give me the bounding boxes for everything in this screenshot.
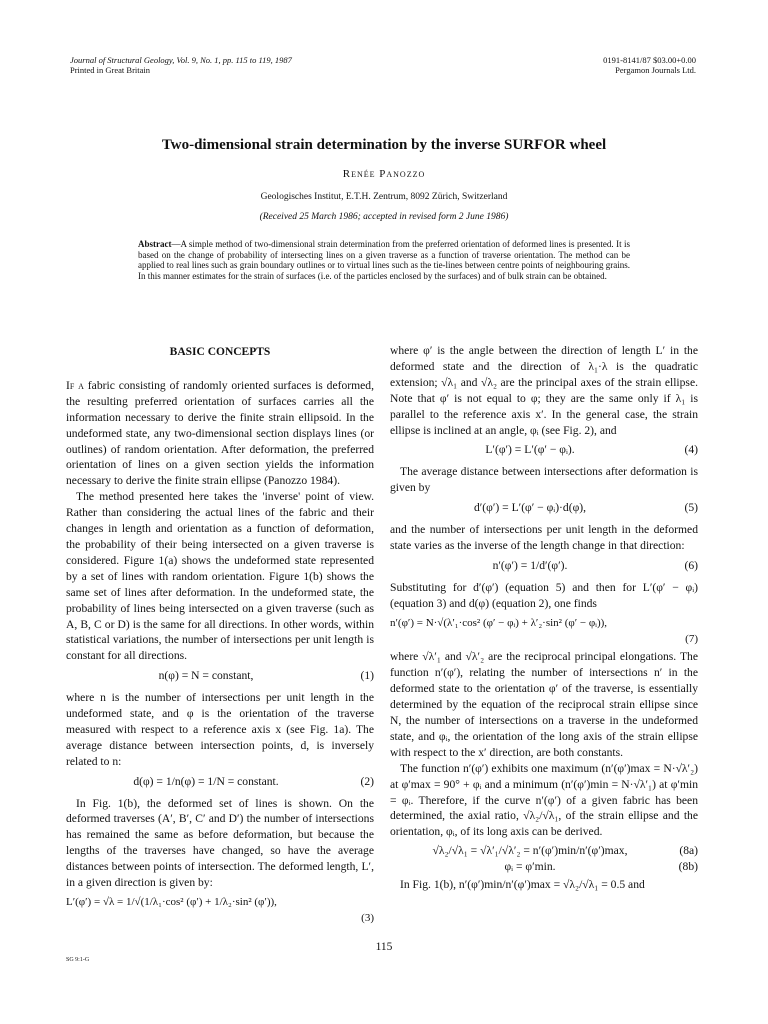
abstract (138, 239, 630, 281)
equation-8a-number: (8a) (679, 844, 698, 858)
paragraph-8: Substituting for d′(φ′) (equation 5) and then for L′(φ′ − φᵢ) (equation 3) and d(φ) (equation 2), one finds (390, 580, 698, 610)
equation-3-number: (3) (361, 911, 374, 924)
paragraph-11: In Fig. 1(b), n′(φ′)min/n′(φ′)max = √λ₂/√λ₁ = 0.5 and (400, 878, 645, 892)
paper-title: Two-dimensional strain determination by the inverse SURFOR wheel (161, 137, 607, 153)
equation-7-number: (7) (685, 632, 698, 645)
equation-1-math: n(φ) = N = constant, (158, 669, 254, 683)
equation-8a (390, 843, 698, 859)
equation-2-number: (2) (360, 774, 374, 788)
left-column (66, 345, 374, 929)
paragraph-1 (66, 378, 374, 489)
paragraph-7: and the number of intersections per unit length in the deformed state varies as the inverse of the length change in that direction: (390, 523, 698, 552)
paragraph-2: The method presented here takes the 'inverse' point of view. Rather than considering the actual lines of the fabric and their changes in length and orientation as a function of deformation, the probability of their being intersected on a given traverse is considered. Figure 1(a) shows the undeformed state represented by a set of lines with random orientation. Figure 1(b) shows the same set of lines after deformation. In the undeformed state, the probability of lines being intersected on a given traverse (such as A, B, C or D) is the same for all directions. In other words, within statistical variations, the number of intersections per unit length is constant for all directions. (66, 490, 374, 663)
author-name: Renée Panozzo (342, 168, 426, 180)
equation-3-math: L′(φ′) = √λ = 1/√(1/λ₁·cos² (φ′) + 1/λ₂·sin² (φ′)), (66, 896, 277, 908)
equation-7 (390, 616, 698, 648)
paragraph-1-text: fabric consisting of randomly oriented surfaces is deformed, the resulting preferred orientation of surfaces carries all the information necessary to derive the finite strain ellipsoid. In the undeformed state, any two-dimensional section displays lines (or outlines) of random orientation. After deformation, the preferred orientation of lines on a given section yields the information necessary to derive the finite strain ellipse (Panozzo 1984). (66, 378, 374, 488)
equation-5-number: (5) (684, 501, 698, 515)
equation-1 (66, 668, 374, 684)
equation-8b (390, 859, 698, 875)
paragraph-4: In Fig. 1(b), the deformed set of lines is shown. On the deformed traverses (A′, B′, C′ and D′) the number of intersections has remained the same as before deformation, but because the lengths of the traverses have changed, so have the average distances between points of intersection. The deformed length, L′, in a given direction is given by: (66, 796, 374, 890)
paragraph-9: where √λ′₁ and √λ′₂ are the reciprocal principal elongations. The function n′(φ′), relating the number of intersections n′ in the deformed state to the orientation φ′ of the traverse, is essentially determined by the equation of the reciprocal strain ellipse since N, the number of intersections on a traverse in the undeformed state, and φᵢ, the orientation of the long axis of the strain ellipse with respect to the x′ direction, are both constants. (390, 650, 698, 759)
abstract-label: Abstract (138, 239, 172, 249)
equation-8b-math: φᵢ = φ′min. (504, 860, 556, 874)
publisher-name: Pergamon Journals Ltd. (615, 65, 696, 75)
printed-in: Printed in Great Britain (70, 65, 151, 75)
section-heading: BASIC CONCEPTS (169, 346, 271, 358)
equation-5 (390, 500, 698, 516)
issn-code: 0191-8141/87 $03.00+0.00 (603, 55, 696, 65)
abstract-text: —A simple method of two-dimensional strain determination from the preferred orientation of deformed lines is presented. It is based on the change of probability of intersecting lines on a given traverse as a function of traverse orientation. The method can be applied to real lines such as grain boundary outlines or to virtual lines such as the tie-lines between centre points of neighbouring grains. In this manner estimates for the strain of surfaces (i.e. of the particles enclosed by the surfaces) and of bulk strain can be obtained. (138, 239, 630, 281)
equation-4-number: (4) (684, 443, 698, 457)
paragraph-6: The average distance between intersections after deformation is given by (390, 465, 698, 495)
equation-3 (66, 895, 374, 927)
equation-8a-math: √λ₂/√λ₁ = √λ′₁/√λ′₂ = n′(φ′)min/n′(φ′)max, (432, 844, 628, 858)
equation-6 (390, 558, 698, 574)
footer-code: SG 9:1-G (66, 957, 90, 963)
publisher-header (603, 55, 696, 75)
paragraph-10: The function n′(φ′) exhibits one maximum (n′(φ′)max = N·√λ′₂) at φ′max = 90° + φᵢ and a minimum (n′(φ′)min = N·√λ′₁) at φ′min = φᵢ. Therefore, if the curve n′(φ′) of a given fabric has been determined, the axial ratio, √λ₂/√λ₁, of the strain ellipse and the orientation, φᵢ, of its long axis can be derived. (390, 761, 698, 839)
journal-header (70, 55, 292, 75)
equation-5-math: d′(φ′) = L′(φ′ − φᵢ)·d(φ), (473, 501, 587, 515)
equation-6-math: n′(φ′) = 1/d′(φ′). (492, 558, 568, 572)
paragraph-5: where φ′ is the angle between the direction of length L′ in the deformed state and the direction of λ₁·λ is the quadratic extension; √λ₁ and √λ₂ are the principal axes of the strain ellipse. Note that φ′ is not equal to φ; they are the same only if λ₁ is parallel to the reference axis x′. In the general case, the strain ellipse is inclined at an angle, φᵢ (see Fig. 2), and (390, 344, 698, 437)
equation-8b-number: (8b) (678, 860, 698, 874)
paragraph-3: where n is the number of intersections per unit length in the undeformed state, and φ is the orientation of the traverse measured with respect to a reference axis x (see Fig. 1a). The average distance between intersection points, d, is inversely related to n: (66, 691, 374, 768)
equation-6-number: (6) (684, 558, 698, 572)
affiliation: Geologisches Institut, E.T.H. Zentrum, 8092 Zürich, Switzerland (260, 192, 508, 202)
equation-2 (66, 774, 374, 790)
drop-lead: If a (66, 378, 84, 392)
journal-citation: Journal of Structural Geology, Vol. 9, No. 1, pp. 115 to 119, 1987 (70, 55, 292, 65)
equation-4-math: L′(φ′) = L′(φ′ − φᵢ). (485, 443, 575, 457)
equation-4 (390, 442, 698, 458)
equation-2-math: d(φ) = 1/n(φ) = 1/N = constant. (133, 774, 279, 788)
received-dates: (Received 25 March 1986; accepted in revised form 2 June 1986) (259, 212, 509, 222)
right-column (390, 343, 698, 893)
page-number: 115 (375, 941, 393, 953)
equation-1-number: (1) (360, 669, 374, 683)
equation-7-math: n′(φ′) = N·√(λ′₁·cos² (φ′ − φᵢ) + λ′₂·sin² (φ′ − φᵢ)), (390, 616, 608, 629)
